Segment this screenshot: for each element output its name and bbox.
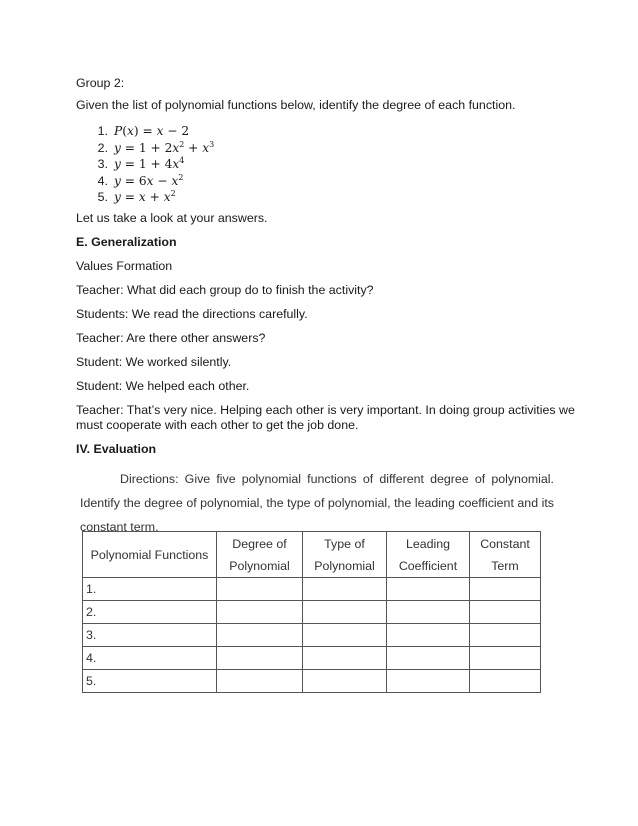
list-item-number: 4. [97, 173, 108, 188]
list-item [76, 140, 214, 157]
table-cell[interactable] [387, 601, 470, 624]
table-cell[interactable] [303, 670, 387, 693]
column-header-leading-coefficient: Leading Coefficient [387, 532, 470, 578]
group-heading: Group 2: [76, 76, 125, 90]
table-cell[interactable] [217, 601, 303, 624]
column-header-constant-term: Constant Term [470, 532, 541, 578]
table-row [83, 578, 541, 601]
list-item [76, 189, 214, 206]
table-cell[interactable] [470, 624, 541, 647]
table-cell[interactable] [303, 624, 387, 647]
row-number: 1. [83, 578, 217, 601]
column-header-polynomial-functions: Polynomial Functions [83, 532, 217, 578]
table-row [83, 601, 541, 624]
list-item-number: 5. [97, 190, 108, 205]
table-cell[interactable] [303, 647, 387, 670]
table-cell[interactable] [303, 601, 387, 624]
table-cell[interactable] [470, 578, 541, 601]
evaluation-table [82, 531, 541, 693]
table-row [83, 670, 541, 693]
function-expression: P(x) = x − 2 [114, 124, 190, 138]
table-cell[interactable] [217, 647, 303, 670]
list-item [76, 123, 214, 140]
table-cell[interactable] [387, 578, 470, 601]
function-expression: $y = 1 + 2x^2 + x^3$ [114, 139, 215, 155]
dialogue-line: Teacher: That’s very nice. Helping each other is very important. In doing group activities we must cooperate with each other to get the job done. [76, 403, 575, 432]
table-cell[interactable] [217, 624, 303, 647]
table-cell[interactable] [387, 670, 470, 693]
dialogue-line: Student: We helped each other. [76, 379, 250, 393]
look-answers-text: Let us take a look at your answers. [76, 211, 268, 225]
instruction-text: Given the list of polynomial functions below, identify the degree of each function. [76, 98, 516, 112]
evaluation-heading: IV. Evaluation [76, 442, 157, 456]
function-expression: $y = x + x^2$ [114, 189, 176, 205]
dialogue-line: Teacher: Are there other answers? [76, 331, 266, 345]
list-item [76, 173, 214, 190]
row-number: 5. [83, 670, 217, 693]
table-row [83, 624, 541, 647]
list-item-number: 1. [97, 124, 108, 138]
column-header-type: Type of Polynomial [303, 532, 387, 578]
table-cell[interactable] [387, 624, 470, 647]
dialogue-line: Students: We read the directions carefully. [76, 307, 308, 321]
list-item [76, 156, 214, 173]
row-number: 4. [83, 647, 217, 670]
polynomial-function-list [76, 123, 214, 206]
column-header-degree: Degree of Polynomial [217, 532, 303, 578]
dialogue-line: Student: We worked silently. [76, 355, 232, 369]
table-cell[interactable] [470, 601, 541, 624]
table-cell[interactable] [387, 647, 470, 670]
generalization-heading: E. Generalization [76, 235, 177, 249]
row-number: 2. [83, 601, 217, 624]
list-item-number: 3. [97, 157, 108, 172]
table-row [83, 647, 541, 670]
row-number: 3. [83, 624, 217, 647]
table-cell[interactable] [303, 578, 387, 601]
function-expression: $y = 1 + 4x^4$ [114, 156, 185, 172]
table-cell[interactable] [470, 647, 541, 670]
dialogue-line: Teacher: What did each group do to finish the activity? [76, 283, 374, 297]
values-formation-label: Values Formation [76, 259, 173, 273]
list-item-number: 2. [97, 140, 108, 155]
function-expression: $y = 6x - x^2$ [114, 172, 184, 188]
table-cell[interactable] [217, 670, 303, 693]
directions-text: Directions: Give five polynomial functions of different degree of polynomial. Identify the degree of polynomial, the type of polynomial, the leading coefficient and its constant term. [80, 472, 554, 534]
table-header-row [83, 532, 541, 578]
table-cell[interactable] [470, 670, 541, 693]
table-cell[interactable] [217, 578, 303, 601]
